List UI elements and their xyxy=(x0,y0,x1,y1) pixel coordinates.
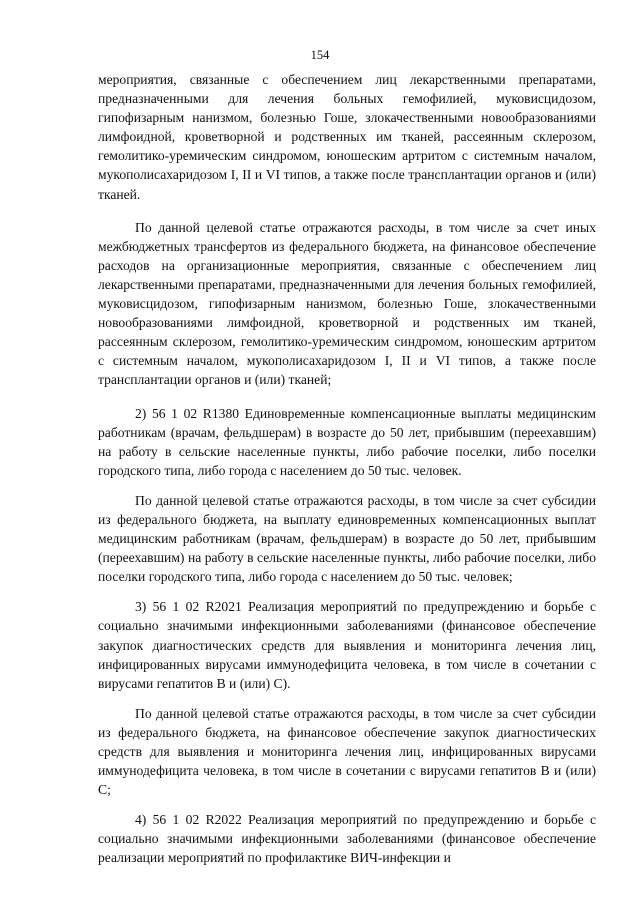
paragraph-item-3: 3) 56 1 02 R2021 Реализация мероприятий по предупреждению и борьбе с социально значимыми инфекционными заболеваниями (финансовое обеспечение закупок диагностических средств для выявления и мониторинга лечения лиц, инфицированных вирусами иммунодефицита человека, в том числе в сочетании с вирусами гепатитов В и (или) С). xyxy=(98,599,596,691)
paragraph-item-2: 2) 56 1 02 R1380 Единовременные компенсационные выплаты медицинским работникам (врачам, фельдшерам) в возрасте до 50 лет, прибывшим (переехавшим) на работу в сельские населенные пункты, либо рабочие поселки, либо поселки городского типа, либо города с населением до 50 тыс. человек. xyxy=(98,405,596,478)
paragraph-item-2-description: По данной целевой статье отражаются расходы, в том числе за счет субсидии из федерального бюджета, на выплату единовременных компенсационных выплат медицинским работникам (врачам, фельдшерам) в возрасте до 50 лет, прибывшим (переехавшим) на работу в сельские населенные пункты, либо рабочие поселки, либо поселки городского типа, либо города с населением до 50 тыс. человек; xyxy=(98,492,596,585)
paragraph-item-3-description: По данной целевой статье отражаются расходы, в том числе за счет субсидии из федерального бюджета, на финансовое обеспечение закупок диагностических средств для выявления и мониторинга лечения лиц, инфицированных вирусами иммунодефицита человека, в том числе в сочетании с вирусами гепатитов В и (или) С; xyxy=(98,705,596,798)
paragraph-expenses-description: По данной целевой статье отражаются расходы, в том числе за счет иных межбюджетных трансфертов из федерального бюджета, на финансовое обеспечение расходов на организационные мероприятия, связанные с обеспечением лиц лекарственными препаратами, предназначенными для лечения больных гемофилией, муковисцидозом, гипофизарным нанизмом, болезнью Гоше, злокачественными новообразованиями лимфоидной, кроветворной и родственных им тканей, рассеянным склерозом, гемолитико-уремическим синдромом, юношеским артритом с системным началом, мукополисахаридозом I, II и VI типов, а также после трансплантации органов и (или) тканей; xyxy=(98,219,596,388)
paragraph-item-4: 4) 56 1 02 R2022 Реализация мероприятий по предупреждению и борьбе с социально значимыми инфекционными заболеваниями (финансовое обеспечение реализации мероприятий по профилактике ВИЧ-инфекции и xyxy=(98,812,596,866)
document-body xyxy=(98,70,596,868)
paragraph-continuation: мероприятия, связанные с обеспечением лиц лекарственными препаратами, предназначенными для лечения больных гемофилией, муковисцидозом, гипофизарным нанизмом, болезнью Гоше, злокачественными новообразованиями лимфоидной, кроветворной и родственных им тканей, рассеянным склерозом, гемолитико-уремическим синдромом, юношеским артритом с системным началом, мукополисахаридозом I, II и VI типов, а также после трансплантации органов и (или) тканей. xyxy=(98,72,596,202)
page-number: 154 xyxy=(310,48,330,62)
